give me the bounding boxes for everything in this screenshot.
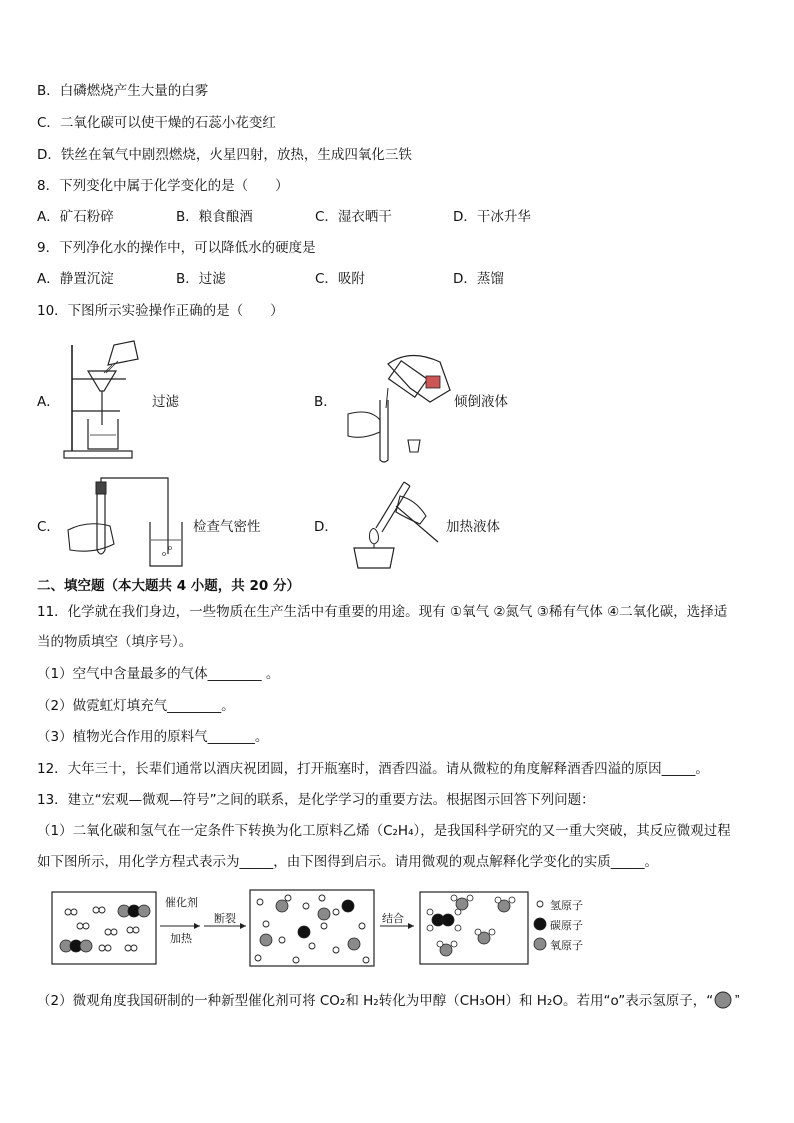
q10-letter-a: A． <box>37 394 60 410</box>
q9-option-c: C．吸附 <box>315 271 365 287</box>
svg-text:”: ” <box>735 992 740 1007</box>
q10-letter-b: B． <box>314 394 337 410</box>
hydrogen-molecule-symbol <box>713 991 747 1009</box>
legend-hydrogen-icon <box>537 901 543 907</box>
q13-sub1-line-1: （1）二氧化碳和氢气在一定条件下转换为化工原料乙烯（C₂H₄），是我国科学研究的又一重大突破，其反应微观过程 <box>37 823 731 839</box>
q7-option-d: D．铁丝在氧气中剧烈燃烧，火星四射，放热，生成四氧化三铁 <box>37 147 412 163</box>
q9-stem: 9．下列净化水的操作中，可以降低水的硬度是 <box>37 240 316 256</box>
reactants-box <box>52 892 156 964</box>
q10-caption-d: 加热液体 <box>446 519 500 535</box>
section-2-heading: 二、填空题（本大题共 4 小题，共 20 分） <box>37 578 300 594</box>
arrow-1-label-top: 催化剂 <box>165 896 198 909</box>
q8-option-a: A．矿石粉碎 <box>37 209 114 225</box>
heating-liquid-illustration <box>330 476 442 576</box>
q10-caption-c: 检查气密性 <box>193 519 261 535</box>
pouring-liquid-illustration <box>340 348 456 464</box>
arrow-1-label-bottom: 加热 <box>170 932 192 945</box>
legend-carbon-icon <box>534 918 546 930</box>
q9-option-a: A．静置沉淀 <box>37 271 114 287</box>
airtightness-check-illustration <box>64 474 196 570</box>
q8-option-b: B．粮食酿酒 <box>176 209 253 225</box>
reaction-micro-diagram <box>50 886 610 970</box>
q7-option-c: C．二氧化碳可以使干燥的石蕊小花变红 <box>37 115 276 131</box>
arrow-3-label: 结合 <box>382 912 404 925</box>
q7-option-b: B．白磷燃烧产生大量的白雾 <box>37 83 209 99</box>
arrow-2-label: 断裂 <box>214 912 236 925</box>
q10-caption-b: 倾倒液体 <box>454 394 508 410</box>
q9-option-b: B．过滤 <box>176 271 226 287</box>
q10-caption-a: 过滤 <box>152 394 179 410</box>
atoms-box <box>250 890 374 966</box>
q13-sub2-line <box>37 991 747 1010</box>
q8-stem: 8．下列变化中属于化学变化的是（ ） <box>37 178 289 194</box>
q11-sub-3: （3）植物光合作用的原料气_______。 <box>37 729 269 745</box>
q8-option-c: C．湿衣晒干 <box>315 209 392 225</box>
q8-option-d: D．干冰升华 <box>453 209 531 225</box>
legend-hydrogen-label: 氢原子 <box>550 899 583 912</box>
filtration-illustration <box>60 335 160 461</box>
q11-sub-1: （1）空气中含量最多的气体________ 。 <box>37 666 280 682</box>
q13-sub2-text: （2）微观角度我国研制的一种新型催化剂可将 CO₂和 H₂转化为甲醇（CH₃OH）和 H₂O。若用“o”表示氢原子，“ <box>37 993 714 1009</box>
q13-sub1-line-2: 如下图所示，用化学方程式表示为_____，由下图得到启示。请用微观的观点解释化学变化的实质_____。 <box>37 854 658 870</box>
legend-oxygen-icon <box>534 938 546 950</box>
q10-letter-c: C． <box>37 519 60 535</box>
q10-stem: 10．下图所示实验操作正确的是（ ） <box>37 303 284 319</box>
ethylene-molecule <box>427 909 461 931</box>
q11-sub-2: （2）做霓虹灯填充气________。 <box>37 698 235 714</box>
q12-stem: 12．大年三十，长辈们通常以酒庆祝团圆，打开瓶塞时，酒香四溢。请从微粒的角度解释酒香四溢的原因_____。 <box>37 761 709 777</box>
q11-stem-line-1: 11．化学就在我们身边，一些物质在生产生活中有重要的用途。现有 ①氧气 ②氮气 ③稀有气体 ④二氧化碳，选择适 <box>37 604 728 620</box>
q11-stem-line-2: 当的物质填空（填序号）。 <box>37 634 193 650</box>
q13-stem: 13．建立“宏观—微观—符号”之间的联系，是化学学习的重要方法。根据图示回答下列问题： <box>37 792 595 808</box>
legend-oxygen-label: 氧原子 <box>550 939 583 952</box>
q9-option-d: D．蒸馏 <box>453 271 504 287</box>
legend-carbon-label: 碳原子 <box>550 919 583 932</box>
q10-letter-d: D． <box>314 519 338 535</box>
